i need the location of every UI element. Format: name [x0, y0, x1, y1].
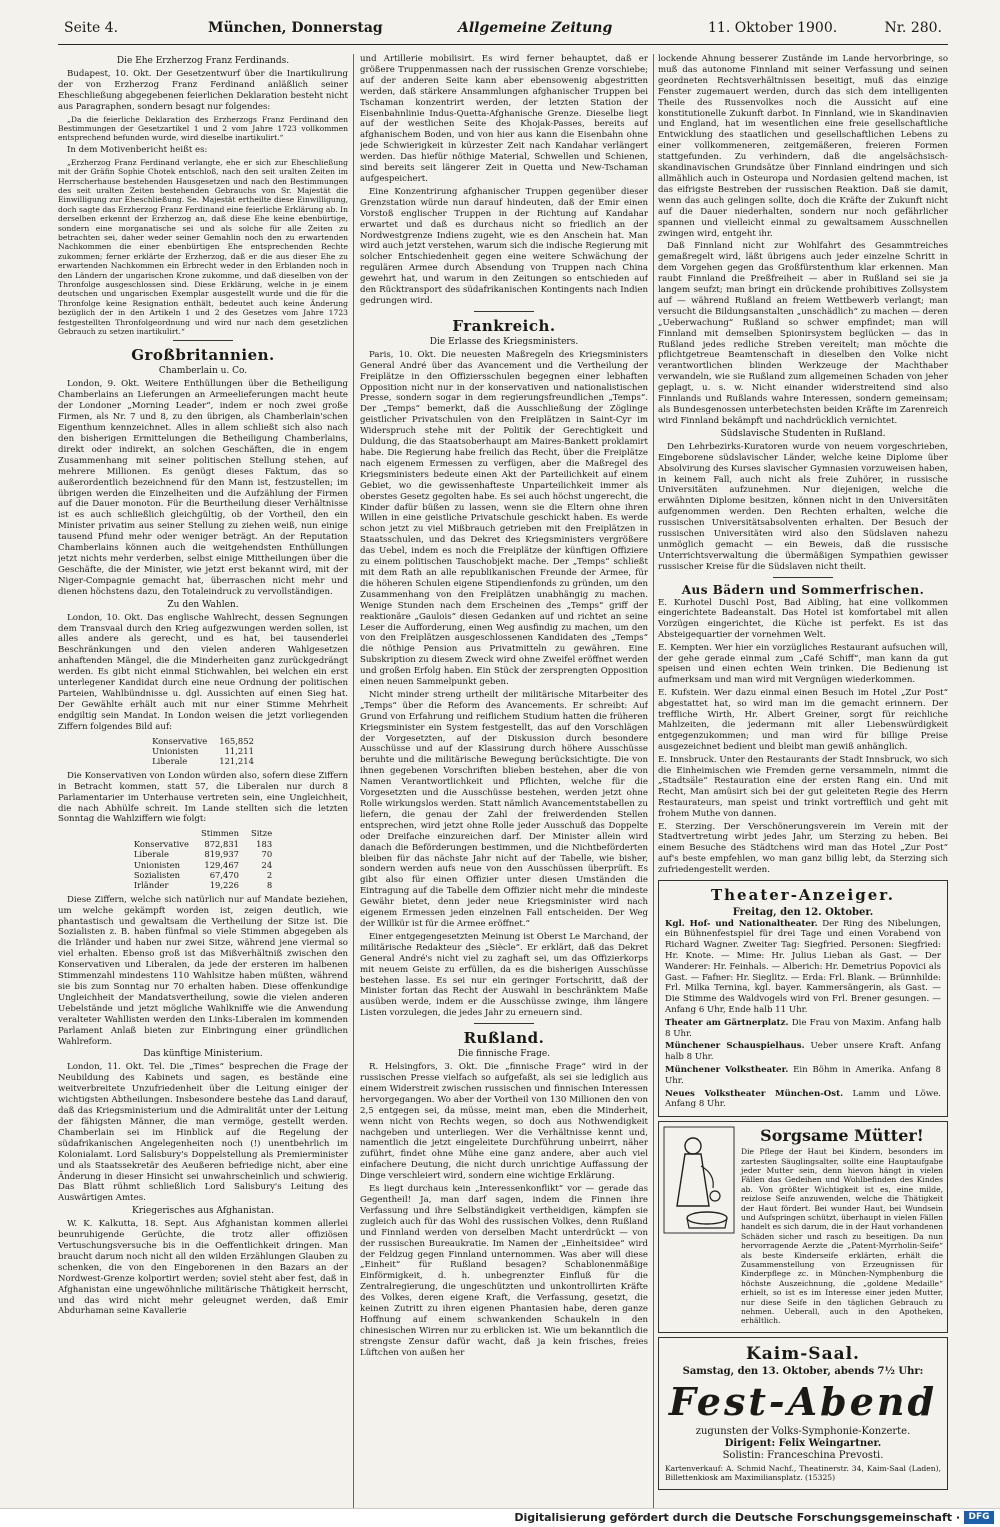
- concert-title: Fest-Abend: [668, 1378, 938, 1424]
- london-vote-table: [146, 736, 260, 767]
- concert-purpose: zugunsten der Volks-Symphonie-Konzerte.: [695, 1425, 911, 1437]
- article-heading: Südslavische Studenten in Rußland.: [720, 428, 886, 439]
- header-city: München, Donnerstag: [208, 20, 383, 36]
- article-paragraph: Diese Ziffern, welche sich natürlich nur auf Mandate beziehen, um welche gekämpft worden ist, zeigen deutlich, wie phantastisch und gewaltsam die Vertheilung der Sitze ist. Die Sozialisten z. B. haben fünfmal so viele Stimmen abgegeben als die Irländer und haben nur zwei Sitze, während jene viermal so viel erhalten. Ebenso groß ist das Mißverhältniß zwischen den Konservativen und Liberalen, da jede der ersteren im halbenen Stimmenzahl mindestens 110 Wahlsitze haben müßten, während sie bis zum Sonntag nur 70 erhalten haben. Diese offenkundige Ungleichheit der Mandatsvertheilung, sowie die vielen anderen Uebelstände und jetzt mögliche Wahlkniffe wie die Anwendung veralteter Wahllisten werden den Links-Liberalen im kommenden Parlament Anlaß bieten zur Einbringung einer gründlichen Wahlreform.: [58, 894, 348, 1047]
- resort-entry: E. Kufstein. Wer dazu einmal einen Besuch im Hotel „Zur Post“ abgestattet hat, so wird man im die gemacht erinnern. Der treffliche Wirth, Hr. Albert Greiner, sorgt für reichliche Mahlzeiten, die jedermann mit aller Liebenswürdigkeit entgegenzukommen; und man wird für billige Preise ausgezeichnet bedient und bleibt man gewiß anhänglich.: [658, 688, 948, 753]
- table-row: [128, 870, 278, 880]
- table-header: [128, 828, 195, 838]
- table-cell: Irländer: [133, 880, 169, 891]
- table-cell: Unionisten: [152, 745, 199, 756]
- table-row: [128, 860, 278, 870]
- table-cell: 183: [256, 838, 273, 849]
- column-divider: [353, 54, 354, 1514]
- dfg-logo: DFG: [964, 1511, 994, 1524]
- theater-entry: [665, 1041, 941, 1063]
- table-header: Stimmen: [201, 828, 240, 839]
- concert-date: Samstag, den 13. Oktober, abends 7½ Uhr:: [682, 1365, 924, 1377]
- concert-advertisement: [658, 1337, 948, 1490]
- theater-program: Der Ring des Nibelungen, ein Bühnenfestspiel für drei Tage und einen Vorabend von Richard Wagner. Zweiter Tag: Siegfried. Personen: Siegfried: Hr. Knote. — Mime: Hr. Julius Lieban als Gast. — Der Wanderer: Hr. Feinhals. — Alberich: Hr. Demetrius Popovici als Gast. — Fafner: Hr. Sieglitz. — Erda: Frl. Blank. — Brünnhilde: Frl. Milka Ternina, kgl. bayer. Kammersängerin, als Gast. — Die Stimme des Waldvogels wird von Frl. Brener gesungen. — Anfang 6 Uhr, Ende halb 11 Uhr.: [665, 918, 942, 1015]
- section-rule: [474, 1023, 534, 1024]
- theater-name: Münchener Volkstheater.: [665, 1064, 789, 1075]
- resort-entry: E. Kempten. Wer hier ein vorzügliches Restaurant aufsuchen will, der gehe gerade einmal zum „Café Schiff“, man kann da gut speisen und einen echten Wein trinken. Die Bedienung ist aufmerksam und man wird mit Vergnügen wiederkommen.: [658, 642, 948, 686]
- table-cell: 8: [266, 880, 273, 891]
- table-row: [128, 839, 278, 849]
- soap-ad-body: [741, 1126, 943, 1328]
- table-header: Sitze: [251, 828, 273, 839]
- resort-entry: E. Sterzing. Der Verschönerungsverein im Verein mit der Stadtvertretung wirbt jedes Jahr, um Sterzing zu heben. Bei einem Besuche des Städtchens wird man das Hotel „Zur Post“ auf's beste empfehlen, wo man ganz billig lebt, da Sterzing sich zufriedengestellt werden.: [658, 821, 948, 875]
- table-cell: 24: [261, 859, 273, 870]
- article-heading: Das künftige Ministerium.: [143, 1049, 263, 1060]
- resort-entry: E. Innsbruck. Unter den Restaurants der Stadt Innsbruck, wo sich die Einheimischen wie Fremden gerne versammeln, nimmt die „Stadtsäle“ Restauration eine der ersten Rang ein. Und mit Recht, Man amüsirt sich bei der gut geleiteten Regie des Herrn Restaurateurs, man speist und trinkt vortrefflich und geht mit frohem Muthe von dannen.: [658, 754, 948, 819]
- table-cell: Konservative: [152, 735, 208, 746]
- table-row: [128, 849, 278, 859]
- article-paragraph: W. K. Kalkutta, 18. Sept. Aus Afghanistan kommen allerlei beunruhigende Gerüchte, die trotz aller offiziösen Vertuschungsversuche bis in die Oeffentlichkeit dringen. Man braucht darum noch nicht all den wilden Erzählungen Glauben zu schenken, die von den Eingeborenen in den Bazars an der Nordwest-Grenze kolportirt werden; soviel steht aber fest, daß in Afghanistan eine ungewöhnliche militärische Thätigkeit herrscht, und das wird nicht mehr geleugnet werden, daß Emir Abdurhaman seine Kavallerie: [58, 1219, 348, 1317]
- table-cell: 121,214: [219, 756, 254, 767]
- table-cell: Unionisten: [133, 859, 181, 870]
- article-paragraph: lockende Ahnung besserer Zustände im Lande hervorbringe, so muß das autonome Finnland mit seiner Verfassung und seinen geordneten Rechtsverhältnissen beseitigt, muß das einzige Fenster zugemauert werden, durch das sich dem intelligenten Theile des Russenvolkes noch die Aussicht auf eine konstitutionelle Zukunft darbot. In Finnland, wie in Skandinavien und England, hat im wesentlichen eine freie gesellschaftliche Entwicklung des staatlichen und gesellschaftlichen Lebens zu einer vollkommeneren, zeitgemäßeren, freieren Formen stattgefunden. Zu verhindern, daß die angelsächsisch-skandinavischen Grundsätze über Finnland eindringen und sich allmählich auch in Osteuropa und Nordasien geltend machen, ist das eifrigste Bestreben der russischen Reaktion. Daß sie damit, wenn das auch gelingen sollte, doch die Kräfte der Zukunft nicht auf die Dauer niederhalten, sondern nur noch gefährlicher spannen und vielleicht einmal zu gewaltsamem Ausschnellen zwingen wird, entgeht ihr.: [658, 54, 948, 239]
- article-paragraph: London, 11. Okt. Tel. Die „Times“ besprechen die Frage der Neubildung des Kabinets und sagen, es bestände eine weitverbreitete Unzufriedenheit über die Leitung einiger der wichtigsten Abtheilungen. Insbesondere bestehe das Land darauf, daß das Kriegsministerium und die Admiralität unter der Leitung der fähigsten Männer, die man vermöge, gestellt werden. Chamberlain sei im Hinblick auf die Regelung der südafrikanischen Angelegenheiten noch (!) unentbehrlich im Kolonialamt. Lord Salisbury's Doppelstellung als Premierminister und als Staatssekretär des Aeußeren befriedige nicht, aber eine Änderung in dieser Hinsicht sei unwahrscheinlich und schwierig. Das Blatt rühmt schließlich Lord Salisbury's Leitung des Auswärtigen Amtes.: [58, 1062, 348, 1204]
- article-paragraph: R. Helsingfors, 3. Okt. Die „finnische Frage“ wird in der russischen Presse vielfach so aufgefaßt, als sei sie lediglich aus einem Widerstreit zwischen russischen und finnischen Interessen hervorgegangen. Wo aber der Vortheil von 130 Millionen den von 2,5 entgegen sei, da müsse, meint man, eben die Minderheit, wenn nicht von Rechts wegen, so doch aus Nothwendigkeit nachgeben und unterliegen. Wer die Verhältnisse kennt und, namentlich die jetzt eingeleitete Durchführung unbeirrt, näher zuführt, findet ohne Mühe eine ganz andere, aber auch viel einfachere Deutung, die nicht durch unrichtige Auffassung der Dinge verschleiert wird, sondern eine wichtige Erklärung.: [360, 1062, 648, 1182]
- article-paragraph: Nicht minder streng urtheilt der militärische Mitarbeiter des „Temps“ über die Reform des Avancements. Er schreibt: Auf Grund von Erfahrung und reiflichem Studium hatten die früheren Kriegsminister ein System festgestellt, das auf den Vorschlägen der Vorgesetzten, auf der Diskussion durch besondere Ausschüsse und auf der Klassirung durch höhere Ausschüsse beruhte und die militärische Bewegung berücksichtigte. Die von ihnen gegebenen Vorschriften blieben bestehen, aber die von Namen Verantwortlichkeit und Pflichten, welche für die Vorgesetzten und die Ausschüsse bestehen, werden jetzt ohne Rolle wirkungslos werden. Statt nämlich Avancementstabellen zu liefern, die genau der Zahl der freiwerdenden Stellen entsprechen, wird jetzt ohne Rolle jeder Ausschuß das Doppelte oder Dreifache einzureichen darf. Der Minister allein wird danach die Beförderungen bestimmen, und die Nichtbeförderten bleiben für das nächste Jahr nicht auf der Tabelle, wie bisher, sondern werden aufs neue von den Ausschüssen überprüft. Es gibt also für einen Offizier unter diesen Umständen die Eintragung auf die Tabelle dem Offizier nicht mehr die mindeste Gewähr bietet, denn jeder neue Kriegsminister wird nach eigenem Ermessen jeden einzelnen Fall entscheiden. Der Weg der Willkür ist für die Armee eröffnet.“: [360, 689, 648, 929]
- concert-soloist: Solistin: Franceschina Prevosti.: [722, 1449, 884, 1461]
- article-quote: „Erzherzog Franz Ferdinand verlangte, ehe er sich zur Eheschließung mit der Gräfin Sophie Chotek entschloß, nach den seit uralten Zeiten im Herrscherhause bestehenden Hausgesetzen und nach den Bestimmungen des seit uralten Zeiten bestehenden Gebrauchs von Sr. Majestät die Einwilligung zur Eheschließung. Se. Majestät ertheilte diese Einwilligung, doch sagte das Erzherzog Franz Ferdinand eine feierliche Erklärung ab. In derselben erkennt der Erzherzog an, daß diese Ehe keine ebenbürtige, sondern eine morganatische sei und als solche für alle Zeiten zu betrachten sei, daher weder seiner Gemahlin noch den zu erwartenden Nachkommen die einer ebenbürtigen Ehe entsprechenden Rechte zukommen; ferner erklärte der Erzherzog, daß er die aus dieser Ehe zu erwartenden Nachkommen ein Erbrecht weder in den Erblanden noch in den Ländern der ungarischen Krone zukomme, und daß dieselben von der Thronfolge ausgeschlossen sind. Diese Erklärung, welche in je einem deutschen und ungarischen Exemplar ausgestellt wurde und die für die Thronfolge keine Resignation enthält, bedeutet auch keine Änderung bezüglich der in den Artikeln 1 und 2 des Gesetzes vom Jahre 1723 festgestellten Thronfolgeordnung und wird nur nach dem gesetzlichen Gebrauch zu setzen inartikulirt.“: [58, 157, 348, 337]
- table-cell: 129,467: [204, 859, 240, 870]
- article-paragraph: und Artillerie mobilisirt. Es wird ferner behauptet, daß er größere Truppenmassen nach der russischen Grenze vorschiebe; auf der anderen Seite kann aber ebensowenig abgestritten werden, daß stärkere Ansammlungen afghanischer Truppen bei Tschaman konzentrirt werden, der letzten Station der Eisenbahnlinie Indus-Quetta-Afghanische Grenze. Dieselbe liegt auf der westlichen Seite des Khojak-Passes, bereits auf afghanischem Boden, und von hier aus kann die Eisenbahn ohne jede Schwierigkeit in kürzester Zeit nach Kandahar verlängert werden. Das hiefür nöthige Material, Schwellen und Schienen, sind bereits seit längerer Zeit in Quetta und New-Tschaman aufgespeichert.: [360, 54, 648, 184]
- table-cell: 2: [266, 869, 273, 880]
- section-title: Aus Bädern und Sommerfrischen.: [681, 582, 925, 597]
- concert-venue: Kaim-Saal.: [746, 1343, 860, 1364]
- article-paragraph: Den Lehrbezirks-Kuratoren wurde von neuem vorgeschrieben, Eingeborene südslavischer Länder, welche keine Diplome über Absolvirung des Kurses slavischer Gymnasien vorzuweisen haben, in keinem Fall, auch nicht als freie Zuhörer, in russische Universitäten aufzunehmen. Nur diejenigen, welche die erwähnten Diplome besitzen, können nicht in den Universitäten aufgenommen werden. Den Rechten erhalten, welche die russischen Universitätsabsolventen erhalten. Der Besuch der russischen Universitäten wird also den Südslaven nahezu unmöglich gemacht — ein Beweis, daß die russische Unterrichtsverwaltung die übermäßigen Sympathien gewisser russischer Kreise für die Südslaven nicht theilt.: [658, 441, 948, 572]
- section-rule: [773, 577, 833, 578]
- theater-program: Die Frau von Maxim. Anfang halb 8 Uhr.: [665, 1017, 941, 1039]
- article-heading: Chamberlain u. Co.: [158, 366, 248, 377]
- table-cell: Liberale: [133, 849, 170, 860]
- national-vote-table: [128, 828, 278, 890]
- theater-entry: [665, 1089, 941, 1111]
- theater-title: Theater-Anzeiger.: [710, 885, 895, 904]
- theater-entry: [665, 919, 941, 1016]
- article-quote: „Da die feierliche Deklaration des Erzherzogs Franz Ferdinand den Bestimmungen der Gesetzartikel 1 und 2 vom Jahre 1723 vollkommen entsprechend befunden wurde, wird dieselbe inartikulirt.“: [58, 114, 348, 143]
- column-3: [658, 54, 948, 1494]
- header-date: 11. Oktober 1900.: [708, 20, 838, 36]
- article-heading: Kriegerisches aus Afghanistan.: [132, 1206, 274, 1217]
- article-paragraph: Daß Finnland nicht zur Wohlfahrt des Gesammtreiches gemaßregelt wird, läßt übrigens auch jeder einzelne Schritt in dem Vorgehen gegen das Großfürstenthum klar erkennen. Man raubt Finnland die Preßfreiheit — aber in Rußland sei sie ja langem seufzt; man bringt ein drückende prohibitives Zollsystem auf — während Rußland an freiem Wettbewerb verlangt; man versucht die Bildungsanstalten „unschädlich“ zu machen — deren „Ueberwachung“ Rußland so schwer empfindet; man will Finnland mit demselben Spionirsystem beglücken — das in Rußland jedes redliche Streben vereitelt; man möchte die pflichtgetreue Beamtenschaft in dieselben den Volke nicht verantwortlichen blinden Werkzeuge der Machthaber verwandeln, wie sie Rußland zum allgemeinen Schaden von jeher geplagt, u. s. w. Nicht einander widerstreitend sind also Finnlands und Rußlands wahre Interessen, sondern gemeinsam; als Bundesgenossen unterbetechsten beiden Kräfte im Zarenreich wird Finnland bekämpft und nachdrücklich vernichtet.: [658, 241, 948, 426]
- article-paragraph: In dem Motivenbericht heißt es:: [67, 144, 208, 155]
- page-header: [58, 14, 948, 45]
- digitization-footer: [0, 1508, 1000, 1527]
- theater-name: Theater am Gärtnerplatz.: [665, 1017, 789, 1028]
- section-rule: [474, 311, 534, 312]
- soap-ad-text: Die Pflege der Haut bei Kindern, besonders im zartesten Säuglingsalter, sollte eine Hauptaufgabe jeder Mutter sein, denn hievon hängt in vielen Fällen das Gedeihen und Wohlbefinden des Kindes ab. Von größter Wichtigkeit ist es, eine milde, reizlose Seife anzuwenden, welche die Thätigkeit der Haut fördert. Bei wunder Haut, bei Wundsein und Aufspringen schützt, überhaupt in vielen Fällen handelt es sich darum, die in der Haut vorhandenen Schäden sicher und rasch zu beseitigen. Da nun hervorragende Aerzte die „Patent-Myrrholin-Seife“ als beste Kinderseife erklärten, erhält die Zusammenstellung von Erzeugnissen für Kinderpflege zc. in München-Nymphenburg die höchste Auszeichnung, die „goldene Medaille“ erhielt, so ist es im Interesse einer jeden Mutter, nur diese Seife in den täglichen Gebrauch zu nehmen. Ueberall, auch in den Apotheken, erhältlich.: [741, 1147, 943, 1326]
- article-heading: Die Erlasse des Kriegsministers.: [429, 336, 579, 347]
- article-paragraph: Eine Konzentrirung afghanischer Truppen gegenüber dieser Grenzstation würde nun darauf hindeuten, daß der Emir einen Vorstoß englischer Truppen in der Richtung auf Kandahar erwartet und daß es durchaus nicht so friedlich an der Nordwestgrenze Indiens zugeht, wie es den Anschein hat. Man wird auch jetzt verstehen, warum sich die indische Regierung mit solcher Entschiedenheit gegen eine weitere Schwächung der regulären Armee durch Absendung von Truppen nach China gewehrt hat, und warum in den Zeitungen so entschieden auf den Rücktransport des südafrikanischen Kontingents nach Indien gedrungen wird.: [360, 186, 648, 306]
- theater-name: Kgl. Hof- und Nationaltheater.: [665, 918, 818, 929]
- article-paragraph: Budapest, 10. Okt. Der Gesetzentwurf über die Inartikulirung der von Erzherzog Franz Ferdinand anläßlich seiner Eheschließung abgegebenen feierlichen Deklaration besteht nicht aus Paragraphen, sondern besagt nur folgendes:: [58, 69, 348, 112]
- table-row: [128, 880, 278, 890]
- theater-listings: [658, 880, 948, 1118]
- article-heading: Zu den Wahlen.: [167, 599, 239, 610]
- page-number: Seite 4.: [64, 20, 119, 36]
- article-paragraph: London, 10. Okt. Das englische Wahlrecht, dessen Segnungen dem Transvaal durch den Krieg aufgezwungen werden sollen, ist alles andere als gerecht, und es hat, bei tausenderlei Beschränkungen und den vielen anderen Wahlgesetzen anhaftenden Mängel, die die Minderheiten ganz zurückgedrängt werden. Es gibt nicht einmal Stichwahlen, bei welchen ein erst unterlegener Kandidat durch eine neue Ordnung der politischen Parteien, Wahlbündnisse u. dgl. Aussichten auf einen Sieg hat. Der Gewählte erhält auch mit nur einer Stimme Mehrheit endgiltig sein Mandat. In London weisen die jetzt vorliegenden Ziffern folgendes Bild auf:: [58, 612, 348, 732]
- header-paper-title: Allgemeine Zeitung: [458, 20, 613, 36]
- table-cell: 11,211: [224, 745, 254, 756]
- table-cell: 19,226: [209, 880, 240, 891]
- theater-date: Freitag, den 12. Oktober.: [732, 906, 874, 918]
- table-row: [146, 746, 260, 756]
- mother-child-illustration: [663, 1126, 735, 1234]
- column-2: [360, 54, 648, 1361]
- theater-program: Ueber unsere Kraft. Anfang halb 8 Uhr.: [665, 1041, 942, 1063]
- section-title: Großbritannien.: [131, 346, 275, 365]
- article-heading: Die finnische Frage.: [457, 1049, 551, 1060]
- table-cell: 165,852: [219, 735, 254, 746]
- table-cell: 70: [261, 849, 273, 860]
- section-title: Rußland.: [463, 1029, 545, 1048]
- issue-number: Nr. 280.: [884, 20, 942, 36]
- mother-child-drawing: [663, 1126, 735, 1234]
- soap-ad-title: Sorgsame Mütter!: [760, 1126, 924, 1146]
- concert-tickets: Kartenverkauf: A. Schmid Nachf., Theatinerstr. 34, Kaim-Saal (Laden), Billettenkiosk am Maximiliansplatz. (15325): [665, 1463, 941, 1483]
- theater-name: Neues Volkstheater München-Ost.: [665, 1088, 844, 1099]
- table-cell: Sozialisten: [133, 869, 181, 880]
- table-row: [146, 756, 260, 766]
- column-divider: [653, 54, 654, 1514]
- theater-entry: [665, 1018, 941, 1040]
- theater-name: Münchener Schauspielhaus.: [665, 1041, 805, 1052]
- column-1: [58, 54, 348, 1319]
- article-paragraph: Es liegt durchaus kein „Interessenkonflikt“ vor — gerade das Gegentheil! Ja, man darf sagen, indem die Finnen ihre Verfassung und ihre Selbständigkeit vertheidigen, kämpfen sie zugleich auch für das Wohl des russischen Volkes, denn Rußland und Finnland werden von derselben Macht unterdrückt — von der russischen Bureaukratie. Im Namen der „Einheitsidee“ wird der Feldzug gegen Finnland unternommen. Was aber will diese „Einheit“ für Rußland besagen? Schablonenmäßige Einförmigkeit, d. h. unbegrenzter Einfluß für die Zentralregierung, die ungeschützten und unkontrollirten Kräfte des Volkes, deren eigene Kraft, die Verfassung, gesetzt, die keinen Zutritt zu ihren eigenen Phantasien habe, deren ganze Hoffnung auf einem schwankenden Schaukeln in den chinesischen Wirren nur zu erblicken ist. Wie um bekanntlich die strengste Zensur dafür wacht, daß ja kein frisches, freies Lüftchen von außen her: [360, 1184, 648, 1358]
- section-rule: [173, 340, 233, 341]
- table-cell: 872,831: [204, 838, 240, 849]
- table-cell: Liberale: [152, 756, 188, 767]
- table-row: [146, 736, 260, 746]
- footer-credit: Digitalisierung gefördert durch die Deutsche Forschungsgemeinschaft ·: [514, 1511, 960, 1524]
- section-title: Frankreich.: [452, 316, 556, 335]
- resort-entry: E. Kurhotel Duschl Post, Bad Aibling, hat eine vollkommen eingerichtete Badeanstalt. Das Hotel ist komfortabel mit allen Vorzügen eingerichtet, die Küche ist perfekt. Es ist das Absteigequartier der vornehmen Welt.: [658, 597, 948, 641]
- article-paragraph: Die Konservativen von London würden also, sofern diese Ziffern in Betracht kommen, statt 57, die Liberalen nur durch 8 Parlamentarier im Unterhause vertreten sein, eine Ungleichheit, die nach Abhülfe schreit. Im Lande stellten sich die letzten Sonntag die Wahlziffern wie folgt:: [58, 770, 348, 825]
- article-paragraph: Einer entgegengesetzten Meinung ist Oberst Le Marchand, der militärische Redakteur des „Siècle“. Er erklärt, daß das Dekret General André's nicht viel zu zaghaft sei, um das Offizierkorps mit neuem Geiste zu erfüllen, da es die bisherigen Ausschüsse bestehen lasse. Es sei nur ein geringer Fortschritt, daß der Minister fortan das Recht der Auswahl in beschränktem Maße ausüben werde, indem er die Ausschüsse zwinge, ihm längere Listen vorzulegen, die jedes Jahr zu erneuern sind.: [360, 931, 648, 1019]
- article-paragraph: Paris, 10. Okt. Die neuesten Maßregeln des Kriegsministers General André über das Avancement und die Vertheilung der Freiplätze in den Offiziersschulen begegnen einer lebhaften Opposition nicht nur in der konservativen und nationalistischen Presse, sondern sogar in dem regierungsfreundlichen „Temps“. Der „Temps“ bemerkt, daß die Ausschließung der Zöglinge geistlicher Privatschulen von den Freiplätzen in Saint-Cyr im Widerspruch stehe mit der Politik der Gerechtigkeit und Duldung, die das Staatsoberhaupt am Maires-Bankett proklamirt habe. Die Regierung habe freilich das Recht, über die Freiplätze nach eigenem Ermessen zu verfügen, aber die Maßregel des Kriegsministers bedeute einen Akt der Parteilichkeit auf einem Gebiet, wo die gewissenhafteste Unparteilichkeit immer als oberstes Gesetz gegolten habe. Es sei auch höchst ungerecht, die Kinder dafür büßen zu lassen, wenn sie die Eltern ohne ihren Willen in eine geistliche Privatschule geschickt haben. Es werde schon jetzt zu viel Mißbrauch getrieben mit den Freiplätzen in Staatsschulen, und das Dekret des Kriegsministers vergrößere das Uebel, indem es noch die Freiplätze der künftigen Offiziere zu einem politischen Tauschobjekt mache. Der „Temps“ schließt mit dem Rath an alle republikanischen Freunde der Armee, für die höheren Schulen eigene Stipendienfonds zu gründen, um den Zusammenhang von den Freiplätzen unabhängig zu machen. Wenige Stunden nach dem Erscheinen des „Temps“ griff der reaktionäre „Gaulois“ diesen Gedanken auf und richtet an seine Leser die Aufforderung, einen Weg ausfindig zu machen, um den von den Freiplätzen ausgeschlossenen Kandidaten des „Temps“ die nöthige Pension aus Privatmitteln zu gewähren. Eine Subskription zu diesem Zweck wird ohne Zweifel eröffnet werden und großen Erfolg haben. Ein Stück der zersprengten Opposition einen neuen Sammelpunkt geben.: [360, 349, 648, 688]
- theater-entry: [665, 1065, 941, 1087]
- table-cell: 819,937: [204, 849, 240, 860]
- table-header-row: [128, 828, 278, 838]
- theater-program: Lamm und Löwe. Anfang 8 Uhr.: [665, 1088, 942, 1110]
- concert-conductor: Dirigent: Felix Weingartner.: [724, 1437, 882, 1449]
- newspaper-page: [58, 14, 948, 1504]
- article-heading: Die Ehe Erzherzog Franz Ferdinands.: [116, 56, 290, 66]
- theater-program: Ein Böhm in Amerika. Anfang 8 Uhr.: [665, 1064, 941, 1086]
- soap-advertisement: [658, 1121, 948, 1333]
- table-cell: Konservative: [133, 838, 189, 849]
- table-cell: 67,470: [209, 869, 240, 880]
- article-paragraph: London, 9. Okt. Weitere Enthüllungen über die Betheiligung Chamberlains an Lieferungen an Armeelieferungen macht heute der Londoner „Morning Leader“, indem er noch zwei große Firmen, als Nr. 7 und 8, zu den übrigen, als Chamberlain'schen Eigenthum kennzeichnet. Alles in allem schließt sich also nach den bisherigen Ermittelungen die Betheiligung Chamberlains, direkt oder indirekt, an solchen Geschäften, die in engem Zusammenhang mit seiner politischen Stellung stehen, auf mehrere Millionen. Es genügt dieses Faktum, das so außerordentlich bezeichnend für den Mann ist, festzustellen; im übrigen werden die Einzelheiten und die Aufzählung der Firmen auf die Dauer monoton. Für die Beurtheilung dieser Verhältnisse ist es auch schließlich gleichgültig, ob der Vortheil, den ein Minister privatim aus seiner Stellung zu ziehen weiß, nun einige tausend Pfund mehr oder weniger beträgt. An der Reputation Chamberlains können auch die weitgehendsten Enthüllungen jetzt nichts mehr verderben, selbst einige Mittheilungen über die Geschäfte, die der Minister, wie jetzt erst bekannt wird, mit der Niger-Compagnie gemacht hat, überraschen nicht mehr und dienen höchstens dazu, den Totaleindruck zu vervollständigen.: [58, 379, 348, 597]
